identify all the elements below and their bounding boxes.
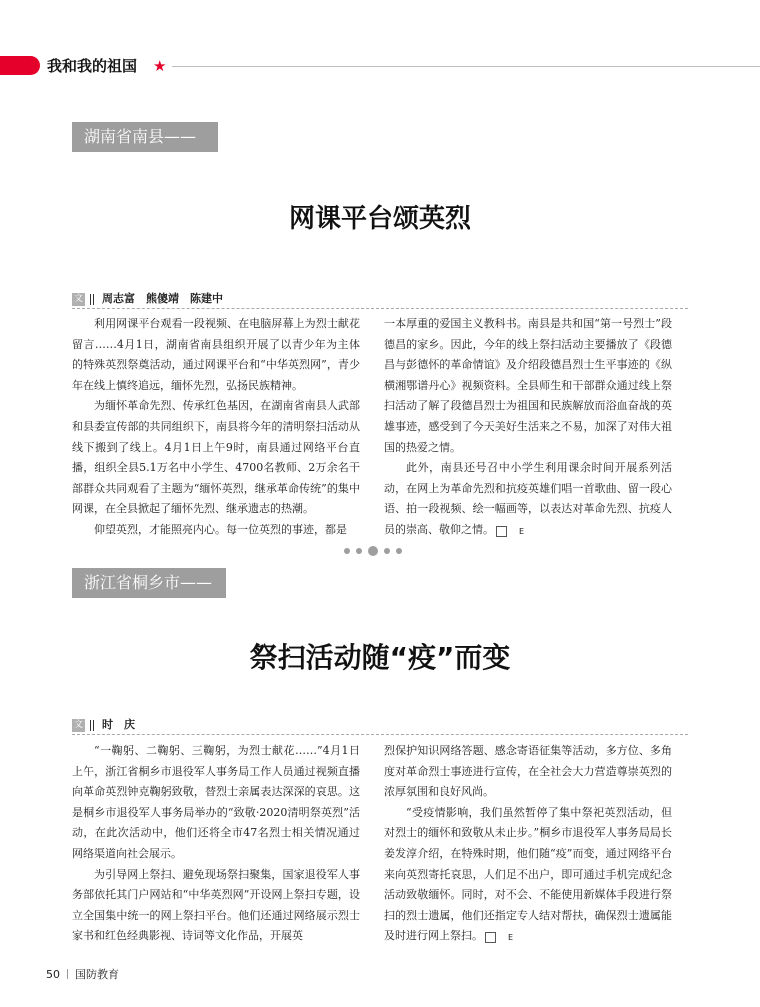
paragraph: 为缅怀革命先烈、传承红色基因，在湖南省南县人武部和县委宣传部的共同组织下，南县将今年的清明祭扫活动从线下搬到了线上。4月1日上午9时，南县通过网络平台直播，组织全县5.1万名中小学生、4700名教师、2万余名干部群众共同观看了主题为“缅怀英烈，继承革命传统”的集中网课，在全县掀起了缅怀先烈、继承遗志的热潮。 — [72, 399, 360, 516]
paragraph: 利用网课平台观看一段视频、在电脑屏幕上为烈士献花留言……4月1日，湖南省南县组织开展了以青少年为主体的特殊英烈祭奠活动，通过网课平台和“中华英烈网”，青少年在线上慎终追远，缅怀先烈，弘扬民族精神。 — [72, 317, 360, 392]
byline-rule — [72, 734, 688, 735]
paragraph: 烈保护知识网络答题、感念寄语征集等活动，多方位、多角度对革命烈士事迹进行宣传，在全社会大力营造尊崇英烈的浓厚氛围和良好风尚。 — [384, 744, 672, 799]
separator-dot — [368, 546, 378, 556]
text-mark-icon: 文 — [73, 719, 83, 730]
magazine-name: 国防教育 — [75, 968, 119, 981]
divider — [90, 294, 91, 305]
region-banner: 湖南省南县—— — [72, 122, 218, 152]
separator-dot — [384, 548, 390, 554]
end-mark-icon: E — [485, 932, 496, 943]
region-banner: 浙江省桐乡市—— — [72, 568, 226, 598]
paragraph: “一鞠躬、二鞠躬、三鞠躬，为烈士献花……”4月1日上午，浙江省桐乡市退役军人事务局工作人员通过视频直播向革命英烈钟克鞠躬致敬，替烈士亲属表达深深的哀思。这是桐乡市退役军人事务局举办的“致敬·2020清明祭英烈”活动，在此次活动中，他们还将全市47名烈士相关情况通过网络渠道向社会展示。 — [72, 744, 360, 860]
footer-divider — [67, 969, 68, 979]
section-separator — [344, 546, 402, 556]
section-title: 我和我的祖国 — [47, 57, 138, 75]
header-divider — [172, 66, 760, 67]
byline — [72, 291, 223, 307]
text-mark-icon: 文 — [73, 293, 83, 304]
separator-dot — [356, 548, 362, 554]
paragraph: 为引导网上祭扫、避免现场祭扫聚集，国家退役军人事务部依托其门户网站和“中华英烈网”开设网上祭扫专题，设立全国集中统一的网上祭扫平台。他们还通过网络展示烈士家书和红色经典影视、诗词等文化作品，开展英 — [72, 867, 360, 943]
paragraph: 一本厚重的爱国主义教科书。南县是共和国“第一号烈士”段德昌的家乡。因此，今年的线上祭扫活动主要播放了《段德昌与彭德怀的革命情谊》及介绍段德昌烈士生平事迹的《纵横湘鄂谱丹心》视频资料。全县师生和干部群众通过线上祭扫活动了解了段德昌烈士为祖国和民族解放而浴血奋战的英雄事迹，感受到了今天美好生活来之不易，加深了对伟大祖国的热爱之情。 — [384, 317, 672, 454]
divider — [93, 720, 94, 731]
divider — [90, 720, 91, 731]
article-column — [72, 314, 360, 541]
authors: 时 庆 — [102, 718, 135, 731]
article-column — [72, 741, 360, 947]
separator-dot — [396, 548, 402, 554]
separator-dot — [344, 548, 350, 554]
divider — [93, 294, 94, 305]
star-icon: ★ — [153, 57, 167, 75]
article-column — [384, 314, 672, 541]
end-mark-icon: E — [496, 526, 507, 537]
section-marker — [0, 56, 40, 75]
page-footer — [46, 966, 119, 982]
paragraph: 仰望英烈，才能照亮内心。每一位英烈的事迹，都是 — [94, 522, 347, 536]
paragraph-text: 此外，南县还号召中小学生利用课余时间开展系列活动，在网上为革命先烈和抗疫英雄们唱一首歌曲、留一段心语、拍一段视频、绘一幅画等，以表达对革命先烈、抗疫人员的崇高、敬仰之情。 — [384, 461, 672, 536]
article-column — [384, 741, 672, 947]
paragraph — [384, 803, 672, 947]
paragraph-text: “受疫情影响，我们虽然暂停了集中祭祀英烈活动，但对烈士的缅怀和致敬从未止步。”桐乡市退役军人事务局局长姜发淳介绍，在特殊时期，他们随“疫”而变，通过网络平台来向英烈寄托哀思，人们足不出户，即可通过手机完成纪念活动致敬缅怀。同时，对不会、不能使用新媒体手段进行祭扫的烈士遗属，他们还指定专人结对帮扶，确保烈士遗属能及时进行网上祭扫。 — [384, 805, 672, 943]
authors: 周志富 熊傻靖 陈建中 — [102, 292, 223, 305]
article-title: 网课平台颂英烈 — [288, 204, 471, 234]
byline — [72, 717, 135, 733]
page-number: 50 — [46, 967, 60, 981]
byline-rule — [72, 308, 688, 309]
article-title: 祭扫活动随“疫”而变 — [249, 641, 511, 674]
paragraph — [384, 458, 672, 540]
